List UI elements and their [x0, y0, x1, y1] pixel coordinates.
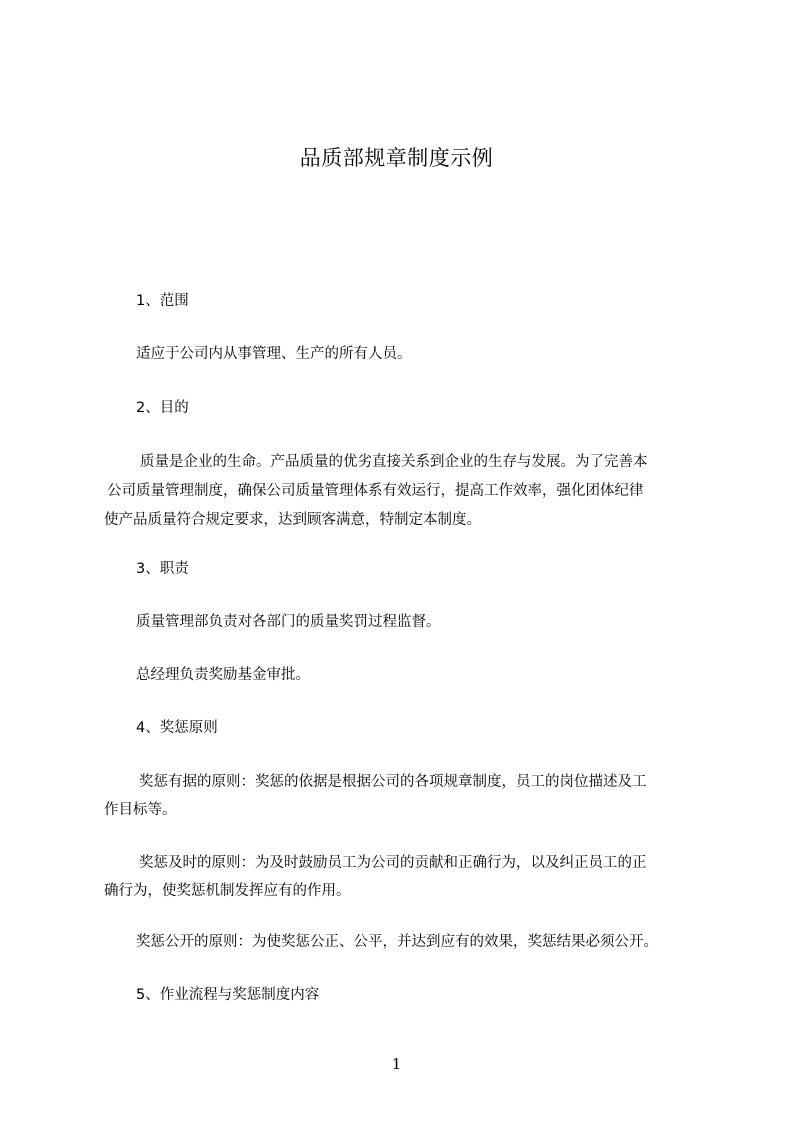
section-2-line-1: 质量是企业的生命。产品质量的优劣直接关系到企业的生存与发展。为了完善本 — [140, 454, 648, 470]
section-4-paragraph-2-line-2: 确行为，使奖惩机制发挥应有的作用。 — [104, 883, 351, 899]
section-2-heading: 2、目的 — [136, 400, 189, 416]
section-4-paragraph-1-line-2: 作目标等。 — [104, 802, 177, 818]
section-1-text: 适应于公司内从事管理、生产的所有人员。 — [136, 346, 412, 362]
page-number: 1 — [391, 1055, 402, 1073]
section-3-text-1: 质量管理部负责对各部门的质量奖罚过程监督。 — [136, 614, 441, 630]
section-4-paragraph-3: 奖惩公开的原则：为使奖惩公正、公平，并达到应有的效果，奖惩结果必须公开。 — [136, 934, 658, 950]
document-title: 品质部规章制度示例 — [299, 146, 494, 170]
section-3-heading: 3、职责 — [136, 561, 189, 577]
section-2-line-2: 公司质量管理制度，确保公司质量管理体系有效运行，提高工作效率，强化团体纪律 — [107, 483, 644, 499]
section-3-text-2: 总经理负责奖励基金审批。 — [136, 667, 310, 683]
section-4-paragraph-1-line-1: 奖惩有据的原则：奖惩的依据是根据公司的各项规章制度，员工的岗位描述及工 — [139, 774, 647, 790]
section-4-heading: 4、奖惩原则 — [136, 720, 218, 736]
section-1-heading: 1、范围 — [136, 293, 189, 309]
section-5-heading: 5、作业流程与奖惩制度内容 — [136, 987, 320, 1003]
section-4-paragraph-2-line-1: 奖惩及时的原则：为及时鼓励员工为公司的贡献和正确行为，以及纠正员工的正 — [139, 855, 647, 871]
section-2-line-3: 使产品质量符合规定要求，达到顾客满意，特制定本制度。 — [104, 512, 481, 528]
